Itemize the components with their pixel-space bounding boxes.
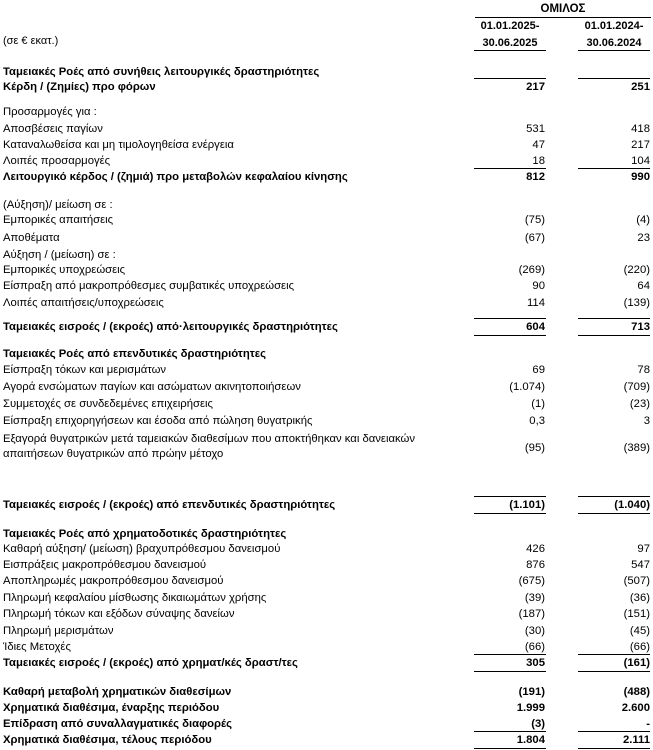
value-2024: 64	[637, 280, 650, 292]
subtotal-rule	[474, 748, 546, 749]
table-row	[0, 346, 653, 362]
table-row	[0, 590, 653, 606]
table-row	[0, 684, 653, 700]
value-2025: 69	[532, 364, 545, 376]
row-label: Λειτουργικό κέρδος / (ζημιά) προ μεταβολών κεφαλαίου κίνησης	[3, 171, 348, 183]
value-2024: 23	[637, 232, 650, 244]
value-2024: 104	[631, 155, 650, 167]
period-header-2-end: 30.06.2024	[586, 37, 642, 49]
value-2025: (1.101)	[509, 499, 545, 511]
table-row	[0, 396, 653, 412]
row-label: Πληρωμή κεφαλαίου μίσθωσης δικαιωμάτων χρήσης	[3, 592, 267, 604]
table-row	[0, 541, 653, 557]
unit-note: (σε € εκατ.)	[3, 35, 59, 47]
table-row	[0, 655, 653, 671]
value-2024: 2.111	[622, 734, 650, 746]
row-label: Αύξηση / (μείωση) σε :	[3, 249, 116, 261]
value-2024: (139)	[623, 297, 650, 309]
value-2025: (3)	[531, 718, 545, 730]
period-header-1	[474, 18, 546, 52]
subtotal-rule	[578, 748, 650, 749]
table-row	[0, 262, 653, 278]
value-2024: 251	[631, 81, 650, 93]
table-row	[0, 362, 653, 378]
table-row	[0, 573, 653, 589]
row-label: Πληρωμή τόκων και εξόδων σύναψης δανείων	[3, 608, 235, 620]
value-2024: (151)	[623, 608, 650, 620]
row-label: Συμμετοχές σε συνδεδεμένες επιχειρήσεις	[3, 398, 213, 410]
table-row	[0, 121, 653, 137]
value-2025: 604	[526, 321, 545, 333]
value-2024: (23)	[629, 398, 650, 410]
table-row	[0, 700, 653, 716]
value-2024: (488)	[623, 686, 650, 698]
period-header-2-start: 01.01.2024-	[584, 20, 644, 32]
subtotal-rule	[578, 513, 650, 514]
table-row	[0, 197, 653, 213]
row-label: Ταμειακές εισροές / (εκροές) από χρηματ/κές δραστ/τες	[3, 657, 298, 669]
table-row	[0, 623, 653, 639]
row-label: Καταναλωθείσα και μη τιμολογηθείσα ενέργεια	[3, 139, 234, 151]
row-label: Εμπορικές απαιτήσεις	[3, 214, 114, 226]
value-2024: 418	[631, 123, 650, 135]
subtotal-rule	[474, 335, 546, 336]
value-2025: (75)	[524, 214, 545, 226]
table-row	[0, 716, 653, 732]
value-2024: (220)	[623, 264, 650, 276]
row-label: Λοιπές απαιτήσεις/υποχρεώσεις	[3, 297, 164, 309]
value-2025: (66)	[524, 641, 545, 653]
table-row	[0, 413, 653, 429]
row-label: (Αύξηση)/ μείωση σε :	[3, 199, 113, 211]
table-row	[0, 639, 653, 655]
value-2025: 305	[526, 657, 545, 669]
value-2025: 18	[532, 155, 545, 167]
value-2024: 78	[637, 364, 650, 376]
table-row	[0, 169, 653, 185]
table-row	[0, 104, 653, 120]
row-label: Χρηματικά διαθέσιμα, τέλους περιόδου	[3, 734, 212, 746]
table-row	[0, 732, 653, 748]
value-2025: (95)	[524, 442, 545, 454]
value-2024: (36)	[629, 592, 650, 604]
subtotal-rule	[474, 731, 546, 732]
value-2025: 426	[526, 543, 545, 555]
value-2025: (1.074)	[509, 381, 545, 393]
value-2024: 547	[631, 559, 650, 571]
subtotal-rule	[578, 496, 650, 497]
value-2025: 1.999	[516, 702, 545, 714]
group-header: ΟΜΙΛΟΣ	[540, 3, 586, 15]
subtotal-rule	[474, 168, 546, 169]
value-2025: 876	[526, 559, 545, 571]
row-label: Εισπράξεις μακροπρόθεσμου δανεισμού	[3, 559, 207, 571]
value-2025: 812	[526, 171, 545, 183]
value-2025: 0,3	[529, 415, 545, 427]
subtotal-rule	[474, 318, 546, 319]
table-row	[0, 557, 653, 573]
row-label: Αποσβέσεις παγίων	[3, 123, 103, 135]
row-label: Εμπορικές υποχρεώσεις	[3, 264, 126, 276]
table-row	[0, 153, 653, 169]
row-label: Προσαρμογές για :	[3, 106, 97, 118]
subtotal-rule	[578, 654, 650, 655]
value-2024: (45)	[629, 625, 650, 637]
value-2025: 1.804	[516, 734, 545, 746]
value-2024: (507)	[623, 575, 650, 587]
value-2024: (1.040)	[614, 499, 650, 511]
value-2025: (187)	[518, 608, 545, 620]
value-2025: (39)	[524, 592, 545, 604]
table-row	[0, 212, 653, 228]
table-row	[0, 379, 653, 395]
value-2025: 531	[526, 123, 545, 135]
value-2024: (66)	[629, 641, 650, 653]
table-row	[0, 64, 653, 80]
subtotal-rule	[474, 654, 546, 655]
value-2025: (269)	[518, 264, 545, 276]
value-2025: (1)	[531, 398, 545, 410]
row-label: Ταμειακές Ροές από επενδυτικές δραστηριότητες	[3, 348, 267, 360]
subtotal-rule	[578, 168, 650, 169]
row-label: Χρηματικά διαθέσιμα, έναρξης περιόδου	[3, 702, 220, 714]
period-header-1-rule	[474, 50, 546, 51]
table-row	[0, 278, 653, 294]
row-label: Αγορά ενσώματων παγίων και ασώματων ακινητοποιήσεων	[3, 381, 301, 393]
row-label: Αποπληρωμές μακροπρόθεσμου δανεισμού	[3, 575, 224, 587]
value-2025: (67)	[524, 232, 545, 244]
row-label: Καθαρή μεταβολή χρηματικών διαθεσίμων	[3, 686, 232, 698]
table-row	[0, 432, 653, 460]
value-2024: (709)	[623, 381, 650, 393]
period-header-2-rule	[578, 50, 650, 51]
subtotal-rule	[578, 731, 650, 732]
value-2025: 90	[532, 280, 545, 292]
value-2024: -	[646, 718, 650, 730]
value-2024: 97	[637, 543, 650, 555]
value-2025: 217	[526, 81, 545, 93]
row-label: Αποθέματα	[3, 232, 60, 244]
value-2024: 3	[643, 415, 650, 427]
value-2024: (161)	[623, 657, 650, 669]
row-label: Ταμειακές εισροές / (εκροές) από·λειτουργικές δραστηριότητες	[3, 321, 338, 333]
table-row	[0, 79, 653, 95]
table-row	[0, 497, 653, 513]
subtotal-rule	[474, 671, 546, 672]
value-2024: 217	[631, 139, 650, 151]
value-2025: (30)	[524, 625, 545, 637]
table-row	[0, 526, 653, 542]
row-label: Κέρδη / (Ζημίες) προ φόρων	[3, 81, 156, 93]
value-2024: (4)	[636, 214, 650, 226]
value-2024: 713	[631, 321, 650, 333]
table-row	[0, 606, 653, 622]
row-label: Επίδραση από συναλλαγματικές διαφορές	[3, 718, 233, 730]
value-2025: 47	[532, 139, 545, 151]
period-header-1-end: 30.06.2025	[482, 37, 538, 49]
value-2025: (675)	[518, 575, 545, 587]
value-2024: 990	[631, 171, 650, 183]
subtotal-rule	[474, 78, 546, 79]
row-label: Είσπραξη τόκων και μερισμάτων	[3, 364, 167, 376]
value-2025: 114	[526, 297, 545, 309]
value-2025: (191)	[518, 686, 545, 698]
table-row	[0, 137, 653, 153]
row-label: Είσπραξη επιχορηγήσεων και έσοδα από πώληση θυγατρικής	[3, 415, 313, 427]
subtotal-rule	[578, 318, 650, 319]
table-row	[0, 319, 653, 335]
row-label: Είσπραξη από μακροπρόθεσμες συμβατικές υποχρεώσεις	[3, 280, 295, 292]
subtotal-rule	[578, 671, 650, 672]
row-label: Εξαγορά θυγατρικών μετά ταμειακών διαθεσίμων που αποκτήθηκαν και δανειακών απαιτήσεων θυγατρικών από πρώην μέτοχο	[3, 433, 415, 460]
subtotal-rule	[578, 78, 650, 79]
row-label: Καθαρή αύξηση/ (μείωση) βραχυπρόθεσμου δανεισμού	[3, 543, 281, 555]
table-row	[0, 295, 653, 311]
subtotal-rule	[474, 513, 546, 514]
table-row	[0, 230, 653, 246]
subtotal-rule	[474, 496, 546, 497]
row-label: Ίδιες Μετοχές	[3, 641, 71, 653]
row-label: Λοιπές προσαρμογές	[3, 155, 111, 167]
value-2024: 2.600	[621, 702, 650, 714]
period-header-2	[578, 18, 650, 52]
subtotal-rule	[578, 335, 650, 336]
row-label: Ταμειακές Ροές από συνήθεις λειτουργικές δραστηριότητες	[3, 66, 320, 78]
table-row	[0, 247, 653, 263]
row-label: Ταμειακές εισροές / (εκροές) από επενδυτικές δραστηριότητες	[3, 499, 336, 511]
value-2024: (389)	[623, 442, 650, 454]
row-label: Πληρωμή μερισμάτων	[3, 625, 114, 637]
row-label: Ταμειακές Ροές από χρηματοδοτικές δραστηριότητες	[3, 528, 287, 540]
period-header-1-start: 01.01.2025-	[480, 20, 540, 32]
